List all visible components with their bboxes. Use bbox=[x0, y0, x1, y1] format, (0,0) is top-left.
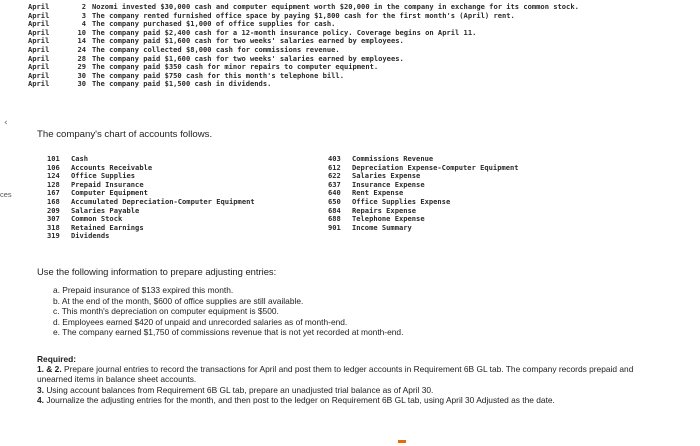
adjustment-item: c. This month's depreciation on computer equipment is $500. bbox=[53, 306, 279, 317]
transaction-row bbox=[28, 80, 678, 89]
account-number: 318 bbox=[47, 222, 60, 232]
transaction-text: The company paid $2,400 cash for a 12-month insurance policy. Coverage begins on April 11. bbox=[92, 27, 477, 37]
adjustment-item: d. Employees earned $420 of unpaid and unrecorded salaries as of month-end. bbox=[53, 316, 348, 327]
account-name: Common Stock bbox=[71, 214, 123, 224]
requirements-section bbox=[37, 354, 637, 405]
account-name: Repairs Expense bbox=[352, 205, 417, 215]
account-name: Office Supplies bbox=[71, 171, 136, 181]
account-row bbox=[47, 232, 255, 241]
transaction-text: The company rented furnished office space by paying $1,800 cash for the first month's (April) rent. bbox=[92, 10, 515, 20]
transaction-list bbox=[28, 3, 678, 89]
transaction-day: 29 bbox=[77, 62, 86, 72]
account-name: Cash bbox=[71, 154, 89, 163]
account-name: Rent Expense bbox=[352, 188, 404, 198]
account-number: 901 bbox=[328, 222, 341, 232]
transaction-day: 24 bbox=[77, 44, 86, 54]
account-number: 128 bbox=[47, 179, 60, 189]
transaction-day: 3 bbox=[81, 10, 86, 20]
transaction-text: The company paid $1,600 cash for two weeks' salaries earned by employees. bbox=[92, 36, 404, 46]
requirement-items bbox=[37, 364, 637, 405]
account-name: Salaries Expense bbox=[352, 171, 421, 181]
requirement-item bbox=[37, 364, 637, 384]
adjustment-item: e. The company earned $1,750 of commissions revenue that is not yet recorded at month-end. bbox=[53, 327, 404, 338]
account-number: 684 bbox=[328, 205, 341, 215]
transaction-text: The company paid $750 cash for this month's telephone bill. bbox=[92, 70, 344, 80]
adjustment-item: b. At the end of the month, $600 of office supplies are still available. bbox=[53, 295, 304, 306]
transaction-month: April bbox=[28, 62, 50, 72]
account-number: 124 bbox=[47, 171, 60, 181]
accounts-left-column bbox=[47, 155, 255, 241]
account-number: 319 bbox=[47, 231, 60, 241]
account-name: Depreciation Expense-Computer Equipment bbox=[352, 162, 519, 172]
account-number: 650 bbox=[328, 196, 341, 206]
account-name: Computer Equipment bbox=[71, 188, 148, 198]
transaction-month: April bbox=[28, 36, 50, 46]
account-name: Salaries Payable bbox=[71, 205, 140, 215]
collapse-chevron-icon[interactable]: ‹ bbox=[4, 118, 8, 128]
requirement-text: Journalize the adjusting entries for the month, and then post to the ledger on Requirement 6B GL tab, using April 30 Adjusted as the date. bbox=[44, 394, 555, 405]
transaction-day: 30 bbox=[77, 70, 86, 80]
account-name: Insurance Expense bbox=[352, 179, 425, 189]
required-title: Required: bbox=[37, 354, 77, 364]
account-number: 688 bbox=[328, 214, 341, 224]
transaction-month: April bbox=[28, 27, 50, 37]
transaction-day: 14 bbox=[77, 36, 86, 46]
account-number: 167 bbox=[47, 188, 60, 198]
requirement-item bbox=[37, 385, 637, 395]
account-name: Income Summary bbox=[352, 222, 412, 232]
accent-mark bbox=[398, 440, 406, 443]
bottom-accent-bar bbox=[0, 440, 700, 446]
account-number: 622 bbox=[328, 171, 341, 181]
side-tab-label[interactable]: ces bbox=[0, 190, 12, 199]
transaction-day: 30 bbox=[77, 79, 86, 89]
account-number: 101 bbox=[47, 154, 60, 163]
account-name: Commissions Revenue bbox=[352, 154, 434, 163]
transaction-month: April bbox=[28, 10, 50, 20]
accounts-right-column bbox=[328, 155, 519, 232]
transaction-month: April bbox=[28, 44, 50, 54]
account-number: 168 bbox=[47, 196, 60, 206]
account-number: 209 bbox=[47, 205, 60, 215]
transaction-day: 28 bbox=[77, 53, 86, 63]
transaction-text: The company purchased $1,000 of office supplies for cash. bbox=[92, 19, 336, 29]
requirement-text: Using account balances from Requirement 6B GL tab, prepare an unadjusted trial balance as of April 30. bbox=[44, 384, 434, 395]
requirement-label: 1. & 2. bbox=[37, 364, 62, 375]
account-name: Office Supplies Expense bbox=[352, 196, 451, 206]
account-name: Prepaid Insurance bbox=[71, 179, 144, 189]
account-number: 106 bbox=[47, 162, 60, 172]
transaction-day: 4 bbox=[81, 19, 86, 29]
account-number: 403 bbox=[328, 154, 341, 163]
transaction-month: April bbox=[28, 53, 50, 63]
transaction-text: The company paid $350 cash for minor repairs to computer equipment. bbox=[92, 62, 379, 72]
transaction-text: Nozomi invested $30,000 cash and computer equipment worth $20,000 in the company in exchange for its common stock. bbox=[92, 2, 579, 11]
adjustment-item: a. Prepaid insurance of $133 expired this month. bbox=[53, 285, 234, 295]
transaction-month: April bbox=[28, 79, 50, 89]
transaction-month: April bbox=[28, 2, 50, 11]
transaction-text: The company collected $8,000 cash for commissions revenue. bbox=[92, 44, 340, 54]
requirement-label: 3. bbox=[37, 384, 44, 395]
transaction-month: April bbox=[28, 70, 50, 80]
account-name: Accumulated Depreciation-Computer Equipment bbox=[71, 196, 255, 206]
account-number: 637 bbox=[328, 179, 341, 189]
transaction-text: The company paid $1,600 cash for two weeks' salaries earned by employees. bbox=[92, 53, 404, 63]
account-number: 640 bbox=[328, 188, 341, 198]
requirement-label: 4. bbox=[37, 394, 44, 405]
requirement-item bbox=[37, 395, 637, 405]
account-name: Telephone Expense bbox=[352, 214, 425, 224]
requirement-text: Prepare journal entries to record the transactions for April and post them to ledger accounts in Requirement 6B GL tab. The company records prepaid and unearned items in balance sheet accounts. bbox=[37, 364, 634, 385]
account-name: Accounts Receivable bbox=[71, 162, 153, 172]
account-name: Dividends bbox=[71, 231, 110, 241]
adjusting-info-heading: Use the following information to prepare adjusting entries: bbox=[37, 266, 277, 277]
account-number: 307 bbox=[47, 214, 60, 224]
transaction-day: 10 bbox=[77, 27, 86, 37]
transaction-day: 2 bbox=[81, 2, 86, 11]
account-name: Retained Earnings bbox=[71, 222, 144, 232]
chart-of-accounts-heading: The company's chart of accounts follows. bbox=[37, 129, 213, 140]
account-number: 612 bbox=[328, 162, 341, 172]
transaction-month: April bbox=[28, 19, 50, 29]
account-row bbox=[328, 224, 519, 233]
transaction-text: The company paid $1,500 cash in dividends. bbox=[92, 79, 272, 89]
adjustment-list bbox=[53, 285, 403, 338]
